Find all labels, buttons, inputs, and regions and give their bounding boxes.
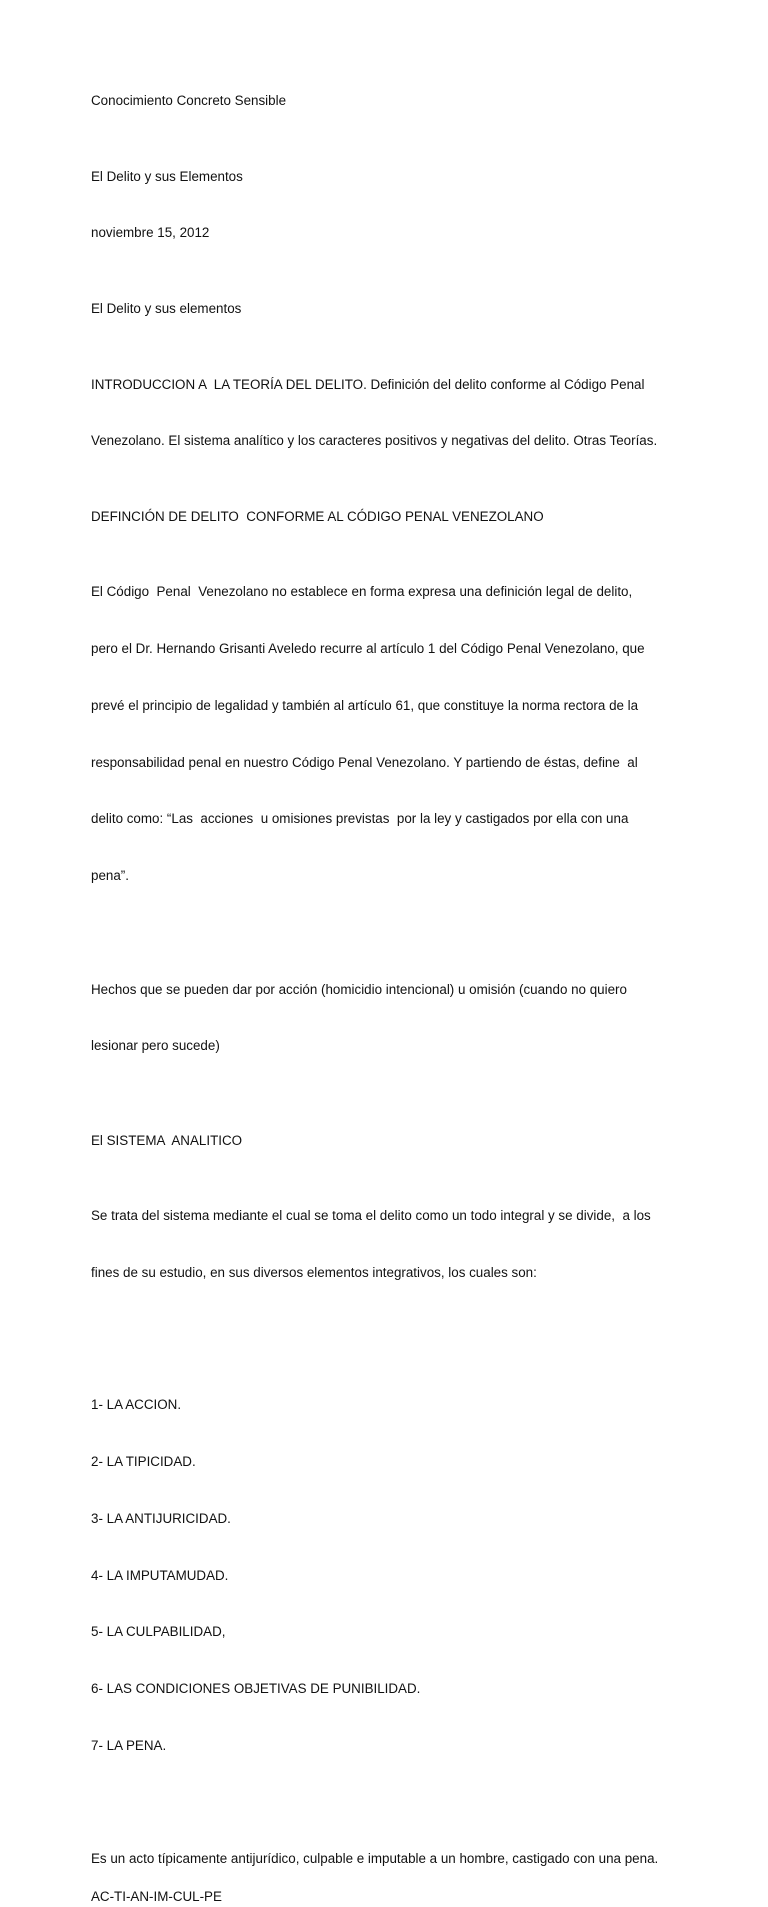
- definition-line: pena”.: [91, 868, 129, 884]
- summary-paragraph: Es un acto típicamente antijurídico, culpable e imputable a un hombre, castigado con una pena.: [91, 1851, 659, 1867]
- definition-line: prevé el principio de legalidad y también al artículo 61, que constituye la norma rectora de la: [91, 697, 639, 713]
- facts-paragraph: [91, 943, 691, 1094]
- intro-paragraph: [91, 338, 691, 489]
- spacer: [91, 1113, 691, 1132]
- list-item: 7- LA PENA.: [91, 1737, 167, 1753]
- list-item: 2- LA TIPICIDAD.: [91, 1454, 196, 1470]
- document-body: [91, 92, 691, 1907]
- spacer: [91, 1340, 691, 1359]
- post-subtitle: El Delito y sus elementos: [91, 300, 242, 316]
- list-item: 3- LA ANTIJURICIDAD.: [91, 1510, 231, 1526]
- list-item: 1- LA ACCION.: [91, 1397, 182, 1413]
- acronym: AC-TI-AN-IM-CUL-PE: [91, 1888, 222, 1904]
- analytic-line: fines de su estudio, en sus diversos elementos integrativos, los cuales son:: [91, 1265, 537, 1281]
- list-item: 5- LA CULPABILIDAD,: [91, 1624, 226, 1640]
- list-item: 4- LA IMPUTAMUDAD.: [91, 1567, 229, 1583]
- document-title: Conocimiento Concreto Sensible: [91, 93, 287, 108]
- definition-line: responsabilidad penal en nuestro Código Penal Venezolano. Y partiendo de éstas, define al: [91, 754, 638, 770]
- definition-line: El Código Penal Venezolano no establece en forma expresa una definición legal de delito,: [91, 584, 633, 600]
- definition-line: pero el Dr. Hernando Grisanti Aveledo recurre al artículo 1 del Código Penal Venezolano, que: [91, 641, 645, 657]
- facts-line: lesionar pero sucede): [91, 1038, 220, 1054]
- post-title: El Delito y sus Elementos: [91, 168, 243, 184]
- facts-line: Hechos que se pueden dar por acción (homicidio intencional) u omisión (cuando no quiero: [91, 981, 627, 997]
- elements-list: [91, 1359, 691, 1794]
- intro-line: INTRODUCCION A LA TEORÍA DEL DELITO. Definición del delito conforme al Código Penal: [91, 376, 645, 392]
- post-date: noviembre 15, 2012: [91, 225, 210, 241]
- post-header: [91, 130, 691, 281]
- definition-heading: DEFINCIÓN DE DELITO CONFORME AL CÓDIGO PENAL VENEZOLANO: [91, 508, 544, 524]
- analytic-paragraph: [91, 1170, 691, 1321]
- analytic-heading: El SISTEMA ANALITICO: [91, 1132, 243, 1148]
- intro-line: Venezolano. El sistema analítico y los caracteres positivos y negativas del delito. Otras Teorías.: [91, 433, 658, 449]
- definition-paragraph: [91, 546, 691, 924]
- spacer: [91, 1812, 691, 1850]
- list-item: 6- LAS CONDICIONES OBJETIVAS DE PUNIBILIDAD.: [91, 1680, 421, 1696]
- analytic-line: Se trata del sistema mediante el cual se toma el delito como un todo integral y se divide, a los: [91, 1208, 651, 1224]
- definition-line: delito como: “Las acciones u omisiones previstas por la ley y castigados por ella con una: [91, 811, 629, 827]
